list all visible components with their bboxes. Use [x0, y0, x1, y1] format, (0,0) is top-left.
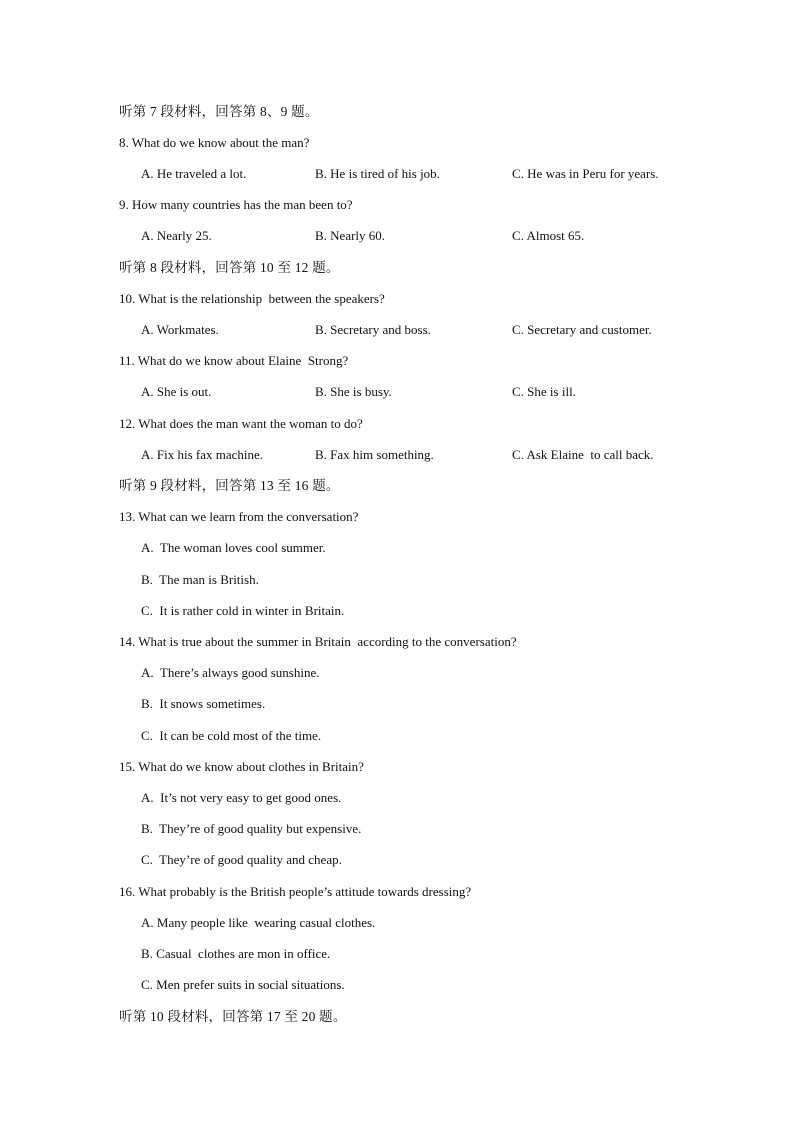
option-a: A. He traveled a lot. [141, 166, 247, 181]
option-c: C. Men prefer suits in social situations. [141, 977, 345, 992]
option-c: C. It is rather cold in winter in Britain. [141, 603, 345, 618]
options-row [0, 166, 794, 182]
option-b: B. They’re of good quality but expensive. [141, 821, 362, 836]
option-a: A. She is out. [141, 384, 212, 399]
option-b: B. Casual clothes are mon in office. [141, 946, 331, 961]
option-c: C. Ask Elaine to call back. [512, 447, 654, 462]
option-a: A. Fix his fax machine. [141, 447, 264, 462]
option-c: C. Almost 65. [512, 228, 585, 243]
option-a: A. Workmates. [141, 322, 219, 337]
option-b: B. Fax him something. [315, 447, 434, 462]
option-b: B. Nearly 60. [315, 228, 386, 243]
option-b: B. He is tired of his job. [315, 166, 440, 181]
option-a: A. It’s not very easy to get good ones. [141, 790, 342, 805]
section-heading: 听第 7 段材料，回答第 8、9 题。 [119, 104, 319, 119]
option-b: B. She is busy. [315, 384, 392, 399]
question-11: 11. What do we know about Elaine Strong? [119, 353, 349, 368]
option-c: C. She is ill. [512, 384, 576, 399]
option-c: C. Secretary and customer. [512, 322, 652, 337]
options-row [0, 384, 794, 400]
option-a: A. The woman loves cool summer. [141, 540, 326, 555]
option-a: A. Many people like wearing casual clothes. [141, 915, 376, 930]
option-c: C. He was in Peru for years. [512, 166, 659, 181]
question-10: 10. What is the relationship between the speakers? [119, 291, 385, 306]
options-row [0, 447, 794, 463]
section-heading: 听第 9 段材料，回答第 13 至 16 题。 [119, 478, 340, 493]
option-b: B. Secretary and boss. [315, 322, 431, 337]
section-heading: 听第 8 段材料，回答第 10 至 12 题。 [119, 260, 340, 275]
question-13: 13. What can we learn from the conversation? [119, 509, 359, 524]
question-15: 15. What do we know about clothes in Britain? [119, 759, 364, 774]
options-row [0, 322, 794, 338]
option-b: B. The man is British. [141, 572, 259, 587]
section-heading: 听第 10 段材料，回答第 17 至 20 题。 [119, 1009, 347, 1024]
question-9: 9. How many countries has the man been to? [119, 197, 353, 212]
options-row [0, 228, 794, 244]
option-a: A. There’s always good sunshine. [141, 665, 320, 680]
question-14: 14. What is true about the summer in Britain according to the conversation? [119, 634, 517, 649]
option-b: B. It snows sometimes. [141, 696, 266, 711]
option-c: C. It can be cold most of the time. [141, 728, 322, 743]
question-12: 12. What does the man want the woman to do? [119, 416, 363, 431]
option-c: C. They’re of good quality and cheap. [141, 852, 342, 867]
question-16: 16. What probably is the British people’s attitude towards dressing? [119, 884, 472, 899]
question-8: 8. What do we know about the man? [119, 135, 310, 150]
option-a: A. Nearly 25. [141, 228, 212, 243]
